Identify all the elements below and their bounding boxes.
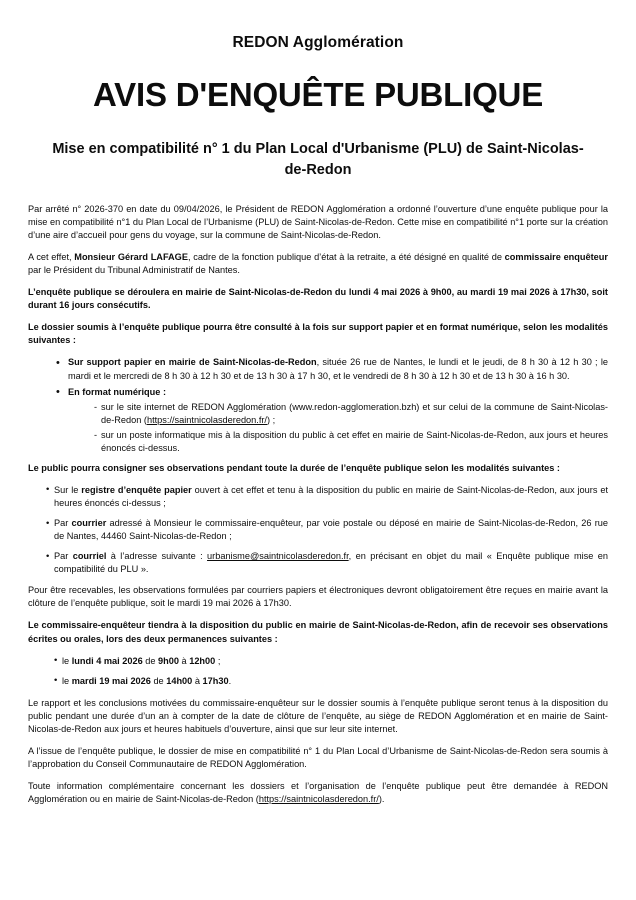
paragraph-information [28, 780, 608, 806]
observation-item-3-bold: courriel [72, 551, 107, 562]
consultation-item-1-bold: Sur support papier en mairie de Saint-Nicolas-de-Redon [68, 357, 317, 368]
observation-item-3-text-2: à l’adresse suivante : [106, 551, 208, 562]
observation-item-2-text-2: adressé à Monsieur le commissaire-enquêteur, par voie postale ou déposé en mairie de Saint-Nicolas-de-Redon, 26 rue de Nantes, 44460 Saint-Nicolas-de-Redon ; [54, 518, 608, 542]
document-subtitle: Mise en compatibilité n° 1 du Plan Local d'Urbanisme (PLU) de Saint-Nicolas-de-Redon [52, 140, 584, 178]
permanence-2-text-1: le [62, 675, 72, 686]
permanence-2-start-time: 14h00 [166, 675, 193, 686]
permanence-2-end-time: 17h30 [202, 675, 229, 686]
observation-item-3-text-3: , en précisant en objet du mail « Enquête publique mise en compatibilité du PLU ». [54, 551, 608, 575]
permanences-list [28, 655, 608, 688]
observation-item-1-text-1: Sur le [54, 484, 82, 495]
consultation-sublist [68, 401, 608, 455]
commune-website-link[interactable]: https://saintnicolasderedon.fr/ [146, 414, 267, 425]
paragraph-observations-intro: Le public pourra consigner ses observations pendant toute la durée de l’enquête publique selon les modalités suivantes : [28, 462, 560, 473]
commune-website-link-footer[interactable]: https://saintnicolasderedon.fr/ [258, 794, 379, 805]
paragraph-dossier-intro: Le dossier soumis à l’enquête publique pourra être consulté à la fois sur support papier et en format numérique, selon les modalités suivantes : [28, 322, 608, 346]
sub-item-1-text-2: ) ; [267, 414, 276, 425]
paragraph-rapport: Le rapport et les conclusions motivées du commissaire-enquêteur sur le dossier soumis à l’enquête publique seront tenus à la disposition du public pendant une durée d’un an à compter de la date de clôture de l’enquête, au siège de REDON Agglomération et en mairie de Saint-Nicolas-de-Redon aux jours et heures habituels d’ouverture, ainsi que sur leur site internet. [28, 697, 608, 734]
permanence-2-date: mardi 19 mai 2026 [71, 675, 151, 686]
list-item [54, 675, 608, 688]
list-item [58, 386, 608, 455]
list-item [94, 401, 608, 427]
paragraph-issue: A l’issue de l’enquête publique, le dossier de mise en compatibilité n° 1 du Plan Local d’Urbanisme de Saint-Nicolas-de-Redon sera soumis à l’approbation du Conseil Communautaire de REDON Agglomération. [28, 745, 608, 769]
sub-item-1-text-1: sur le site internet de REDON Agglomération (www.redon-agglomeration.bzh) et sur celui de la commune de Saint-Nicolas-de-Redon ( [101, 401, 608, 425]
list-item [58, 356, 608, 382]
permanence-1-date: lundi 4 mai 2026 [71, 655, 143, 666]
paragraph-commissaire [28, 251, 608, 277]
commissaire-text-3: par le Président du Tribunal Administratif de Nantes. [28, 265, 240, 276]
permanence-1-text-1: le [62, 655, 72, 666]
information-text-2: ). [378, 794, 385, 805]
observation-item-1-bold: registre d’enquête papier [81, 484, 192, 495]
consultation-item-1-rest: , située 26 rue de Nantes, le lundi et le jeudi, de 8 h 30 à 12 h 30 ; le mardi et le mercredi de 8 h 30 à 12 h 30 et de 13 h 30 à 17 h 30, et le vendredi de 8 h 30 à 12 h 30 et de 13 h 30 à 16 h 30. [68, 357, 608, 381]
permanence-1-end-time: 12h00 [189, 655, 216, 666]
permanence-2-text-3: à [192, 675, 203, 686]
sub-item-2-text: sur un poste informatique mis à la disposition du public à cet effet en mairie de Saint-Nicolas-de-Redon, aux jours et heures énoncés ci-dessus. [101, 429, 608, 453]
organization-title: REDON Agglomération [232, 34, 404, 51]
permanence-1-start-time: 9h00 [158, 655, 179, 666]
paragraph-permanences-intro: Le commissaire-enquêteur tiendra à la disposition du public en mairie de Saint-Nicolas-de-Redon, afin de recevoir ses observations écrites ou orales, lors des deux permanences suivantes : [28, 620, 608, 644]
observation-item-2-text-1: Par [54, 518, 72, 529]
paragraph-deroulement: L’enquête publique se déroulera en mairie de Saint-Nicolas-de-Redon du lundi 4 mai 2026 à 9h00, au mardi 19 mai 2026 à 17h30, soit durant 16 jours consécutifs. [28, 287, 608, 311]
list-item [54, 655, 608, 668]
paragraph-recevables: Pour être recevables, les observations formulées par courriers papiers et électroniques devront obligatoirement être reçues en mairie avant la clôture de l’enquête publique, soit le mardi 19 mai 2026 à 17h30. [28, 585, 608, 609]
permanence-1-text-2: de [142, 655, 159, 666]
observations-list [28, 484, 608, 576]
permanence-1-text-4: ; [215, 655, 221, 666]
information-text-1: Toute information complémentaire concernant les dossiers et l’organisation de l’enquête publique peut être demandée à REDON Agglomération ou en mairie de Saint-Nicolas-de-Redon ( [28, 781, 608, 805]
permanence-2-text-4: . [228, 675, 232, 686]
commissaire-text-1: A cet effet, [28, 252, 75, 263]
list-item [46, 517, 608, 543]
observation-item-1-text-2: ouvert à cet effet et tenu à la disposition du public en mairie de Saint-Nicolas-de-Redon, aux jours et heures énoncés ci-dessus ; [54, 484, 608, 509]
page-title: AVIS D'ENQUÊTE PUBLIQUE [92, 75, 544, 113]
paragraph-arrete: Par arrêté n° 2026-370 en date du 09/04/2026, le Président de REDON Agglomération a ordonné l’ouverture d’une enquête publique pour la mise en compatibilité n°1 du Plan Local de l’Urbanisme (PLU) de Saint-Nicolas-de-Redon. Cette mise en compatibilité n°1 porte sur la création d’une aire d’accueil pour gens du voyage, sur la commune de Saint-Nicolas-de-Redon. [28, 203, 608, 241]
permanence-2-text-2: de [150, 675, 167, 686]
list-item [46, 550, 608, 576]
permanence-1-text-3: à [178, 655, 190, 666]
consultation-list [28, 356, 608, 454]
list-item [46, 484, 608, 510]
commissaire-role: commissaire enquêteur [504, 252, 608, 263]
observation-item-3-text-1: Par [54, 551, 73, 562]
observation-item-2-bold: courrier [71, 518, 107, 529]
urbanisme-email-link[interactable]: urbanisme@saintnicolasderedon.fr [207, 551, 349, 562]
list-item [94, 429, 608, 455]
commissaire-text-2: , cadre de la fonction publique d’état à la retraite, a été désigné en qualité de [187, 252, 505, 263]
commissaire-name: Monsieur Gérard LAFAGE [74, 252, 188, 263]
consultation-item-2-bold: En format numérique : [68, 386, 167, 397]
